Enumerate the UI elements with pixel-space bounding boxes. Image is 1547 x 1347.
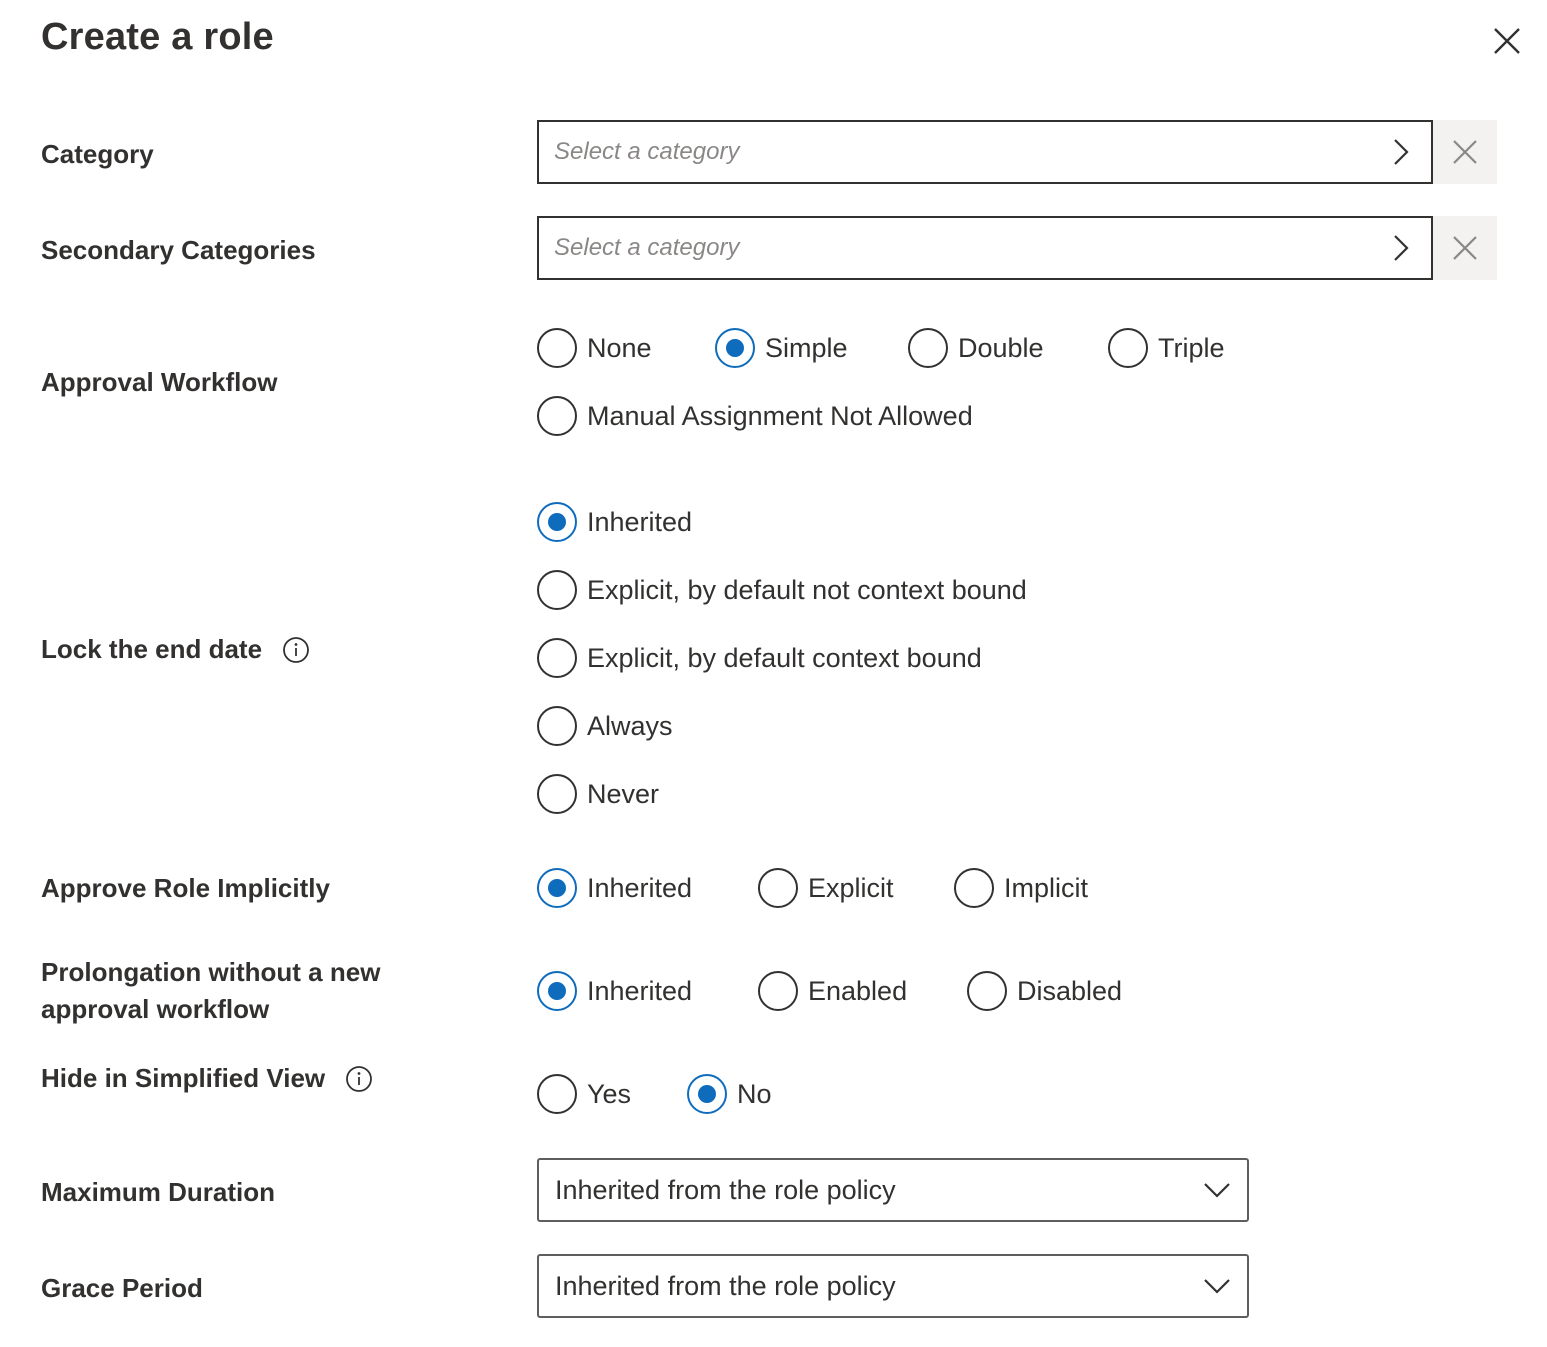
category-clear-button[interactable]: [1433, 120, 1497, 184]
radio-label: Triple: [1158, 332, 1225, 363]
radio-circle: [537, 774, 577, 814]
radio-label: Double: [958, 332, 1044, 363]
approve-role-implicitly-option-explicit[interactable]: [758, 867, 894, 909]
radio-label: Simple: [765, 332, 848, 363]
radio-label: Disabled: [1017, 975, 1123, 1006]
radio-circle: [537, 396, 577, 436]
radio-circle: [537, 328, 577, 368]
secondary-categories-placeholder: Select a category: [554, 234, 740, 261]
radio-circle: [687, 1074, 727, 1114]
grace-period-value: Inherited from the role policy: [555, 1270, 896, 1301]
radio-circle: [537, 638, 577, 678]
radio-label: Inherited: [587, 506, 693, 537]
approve-role-implicitly-label: Approve Role Implicitly: [41, 873, 330, 903]
approval-workflow-option-simple[interactable]: [715, 327, 848, 369]
close-button[interactable]: [1486, 20, 1528, 62]
approval-workflow-option-none[interactable]: [537, 327, 652, 369]
radio-label: Yes: [587, 1078, 632, 1109]
hide-simplified-view-option-yes[interactable]: [537, 1073, 631, 1115]
radio-label: Manual Assignment Not Allowed: [587, 400, 973, 431]
lock-end-date-label-text: Lock the end date: [41, 634, 263, 664]
secondary-categories-picker[interactable]: [537, 216, 1433, 280]
approval-workflow-option-triple[interactable]: [1108, 327, 1225, 369]
radio-label: No: [737, 1078, 772, 1109]
prolongation-option-disabled[interactable]: [967, 970, 1122, 1012]
radio-label: Explicit: [808, 872, 894, 903]
category-placeholder: Select a category: [554, 138, 740, 165]
lock-end-date-option-explicit-context-bound[interactable]: [537, 637, 982, 679]
approval-workflow-option-double[interactable]: [908, 327, 1044, 369]
prolongation-option-enabled[interactable]: [758, 970, 907, 1012]
approve-role-implicitly-option-inherited[interactable]: [537, 867, 692, 909]
radio-circle: [537, 971, 577, 1011]
secondary-categories-label: Secondary Categories: [41, 235, 316, 265]
clear-icon: [1452, 235, 1478, 261]
secondary-categories-clear-button[interactable]: [1433, 216, 1497, 280]
lock-end-date-option-explicit-not-context-bound[interactable]: [537, 569, 1027, 611]
prolongation-option-inherited[interactable]: [537, 970, 692, 1012]
hide-simplified-view-option-no[interactable]: [687, 1073, 772, 1115]
lock-end-date-label: [41, 631, 310, 668]
chevron-right-icon: [1371, 218, 1431, 278]
lock-end-date-option-inherited[interactable]: [537, 501, 692, 543]
category-picker[interactable]: [537, 120, 1433, 184]
lock-end-date-option-always[interactable]: [537, 705, 673, 747]
prolongation-label-line1: Prolongation without a new: [41, 957, 381, 987]
close-icon: [1493, 27, 1521, 55]
chevron-right-icon: [1371, 122, 1431, 182]
approval-workflow-option-manual-not-allowed[interactable]: [537, 395, 973, 437]
maximum-duration-value: Inherited from the role policy: [555, 1174, 896, 1205]
radio-circle: [908, 328, 948, 368]
radio-label: Never: [587, 778, 660, 809]
prolongation-label-line2: approval workflow: [41, 994, 270, 1024]
clear-icon: [1452, 139, 1478, 165]
hide-simplified-view-label: [41, 1060, 373, 1097]
page-title: Create a role: [41, 16, 274, 58]
radio-label: Always: [587, 710, 673, 741]
radio-label: Explicit, by default not context bound: [587, 574, 1027, 605]
radio-circle: [537, 570, 577, 610]
radio-label: None: [587, 332, 652, 363]
radio-circle: [954, 868, 994, 908]
radio-label: Inherited: [587, 975, 693, 1006]
radio-label: Explicit, by default context bound: [587, 642, 982, 673]
category-label: Category: [41, 139, 154, 169]
approval-workflow-label: Approval Workflow: [41, 367, 278, 397]
radio-circle: [967, 971, 1007, 1011]
grace-period-dropdown[interactable]: [537, 1254, 1249, 1318]
radio-circle: [537, 706, 577, 746]
chevron-down-icon: [1187, 1256, 1247, 1316]
radio-label: Enabled: [808, 975, 908, 1006]
approve-role-implicitly-option-implicit[interactable]: [954, 867, 1088, 909]
hide-simplified-view-label-text: Hide in Simplified View: [41, 1063, 326, 1093]
radio-circle: [537, 1074, 577, 1114]
info-icon[interactable]: [345, 1065, 373, 1093]
radio-circle: [758, 971, 798, 1011]
radio-circle: [537, 868, 577, 908]
radio-circle: [537, 502, 577, 542]
radio-label: Inherited: [587, 872, 693, 903]
radio-circle: [1108, 328, 1148, 368]
maximum-duration-label: Maximum Duration: [41, 1177, 276, 1207]
prolongation-label: [41, 954, 441, 1028]
radio-circle: [715, 328, 755, 368]
radio-label: Implicit: [1004, 872, 1089, 903]
info-icon[interactable]: [282, 636, 310, 664]
lock-end-date-option-never[interactable]: [537, 773, 659, 815]
maximum-duration-dropdown[interactable]: [537, 1158, 1249, 1222]
chevron-down-icon: [1187, 1160, 1247, 1220]
grace-period-label: Grace Period: [41, 1273, 203, 1303]
radio-circle: [758, 868, 798, 908]
